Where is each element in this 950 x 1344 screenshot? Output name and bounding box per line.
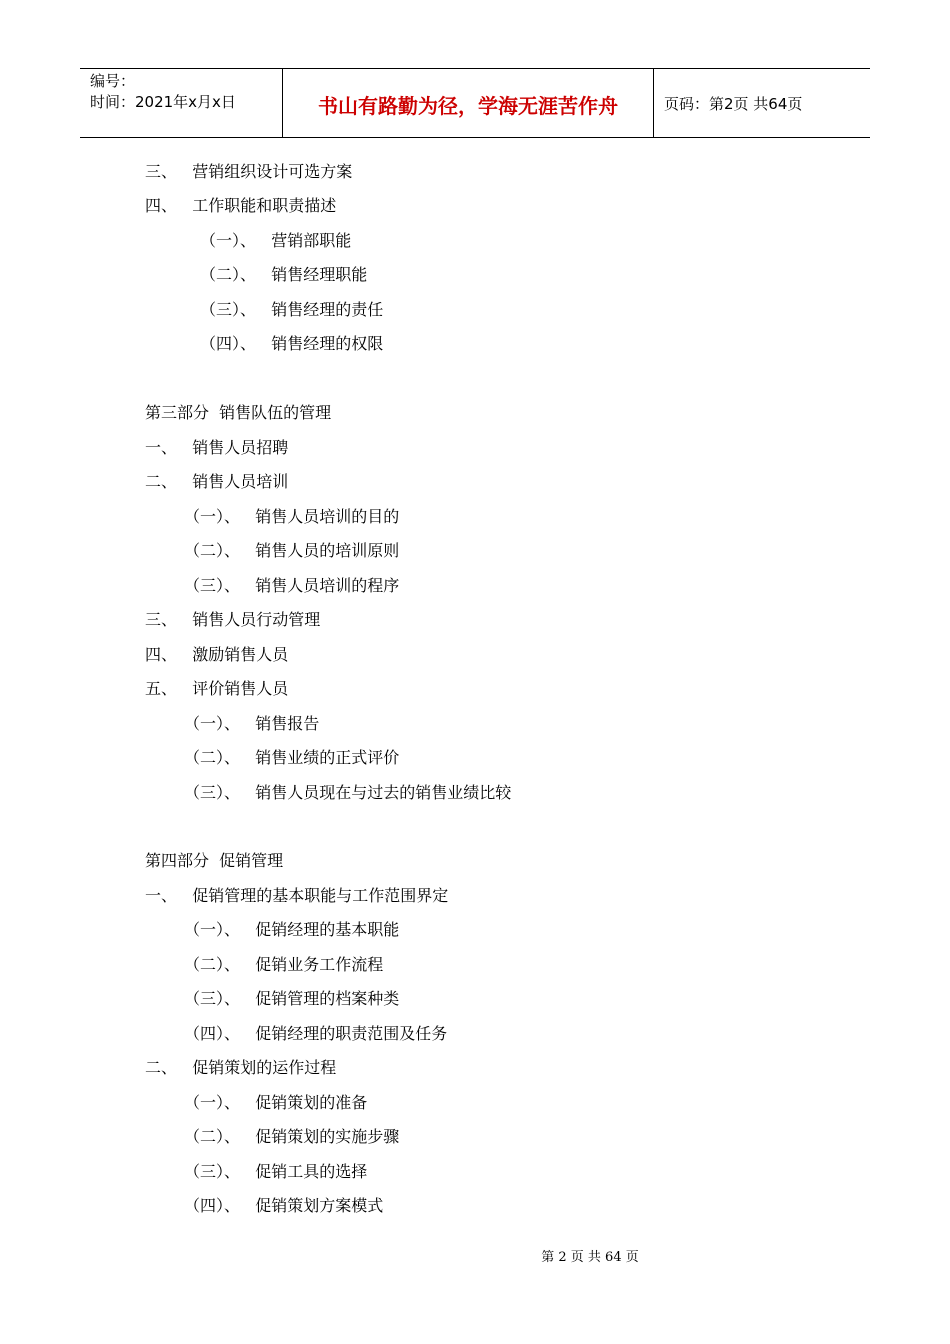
page-header bbox=[80, 68, 870, 138]
toc-line: 二、 销售人员培训 bbox=[145, 472, 289, 491]
toc-line: 五、 评价销售人员 bbox=[145, 679, 289, 698]
toc-line: （一）、 营销部职能 bbox=[200, 231, 352, 250]
page-footer: 第 2 页 共 64 页 bbox=[541, 1250, 639, 1265]
toc-line: 四、 工作职能和职责描述 bbox=[145, 196, 337, 215]
document-time-label: 时间：2021年x月x日 bbox=[90, 93, 236, 111]
toc-line: 二、 促销策划的运作过程 bbox=[145, 1058, 337, 1077]
toc-line: 第四部分 促销管理 bbox=[145, 851, 284, 870]
toc-line: （四）、 销售经理的权限 bbox=[200, 334, 384, 353]
toc-line: （二）、 销售经理职能 bbox=[200, 265, 368, 284]
toc-line: 四、 激励销售人员 bbox=[145, 645, 289, 664]
toc-line: 第三部分 销售队伍的管理 bbox=[145, 403, 332, 422]
toc-line: （四）、 促销经理的职责范围及任务 bbox=[184, 1024, 448, 1043]
toc-line: （一）、 促销经理的基本职能 bbox=[184, 920, 400, 939]
toc-line: （三）、 促销工具的选择 bbox=[184, 1162, 368, 1181]
toc-line: （二）、 销售业绩的正式评价 bbox=[184, 748, 400, 767]
toc-line: （二）、 销售人员的培训原则 bbox=[184, 541, 400, 560]
toc-line: 三、 销售人员行动管理 bbox=[145, 610, 321, 629]
header-motto: 书山有路勤为径，学海无涯苦作舟 bbox=[282, 69, 654, 137]
toc-line: （三）、 销售人员现在与过去的销售业绩比较 bbox=[184, 783, 512, 802]
toc-line: （二）、 促销策划的实施步骤 bbox=[184, 1127, 400, 1146]
toc-line: （一）、 销售人员培训的目的 bbox=[184, 507, 400, 526]
toc-line: （三）、 销售人员培训的程序 bbox=[184, 576, 400, 595]
header-page-label: 页码：第2页 共64页 bbox=[664, 94, 803, 113]
toc-line: （四）、 促销策划方案模式 bbox=[184, 1196, 384, 1215]
toc-line: （三）、 销售经理的责任 bbox=[200, 300, 384, 319]
toc-line: （三）、 促销管理的档案种类 bbox=[184, 989, 400, 1008]
document-number-label: 编号： bbox=[90, 72, 136, 90]
toc-line: 一、 促销管理的基本职能与工作范围界定 bbox=[145, 886, 449, 905]
toc-line: （二）、 促销业务工作流程 bbox=[184, 955, 384, 974]
toc-line: 一、 销售人员招聘 bbox=[145, 438, 289, 457]
toc-line: （一）、 销售报告 bbox=[184, 714, 320, 733]
toc-line: 三、 营销组织设计可选方案 bbox=[145, 162, 353, 181]
toc-line: （一）、 促销策划的准备 bbox=[184, 1093, 368, 1112]
header-meta bbox=[80, 69, 282, 137]
